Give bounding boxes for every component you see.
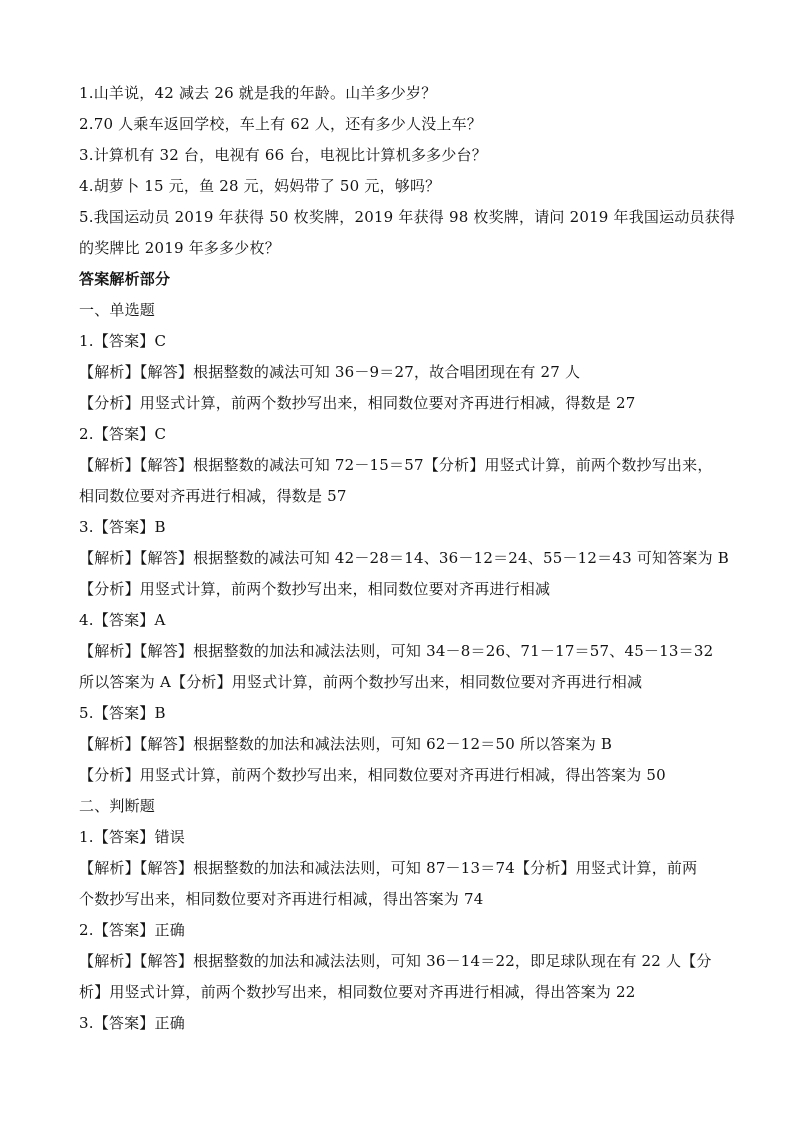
- explanation-line-continued: 析】用竖式计算，前两个数抄写出来，相同数位要对齐再进行相减，得出答案为 22: [79, 983, 636, 1001]
- answer-section-heading: 答案解析部分: [79, 270, 171, 288]
- answer-line: 1.【答案】C: [79, 332, 167, 350]
- section-heading-single-choice: 一、单选题: [79, 301, 156, 319]
- question-2: 2.70 人乘车返回学校，车上有 62 人，还有多少人没上车？: [79, 115, 482, 133]
- document-body: [79, 78, 736, 1039]
- analysis-line: 【分析】用竖式计算，前两个数抄写出来，相同数位要对齐再进行相减，得数是 27: [79, 394, 636, 412]
- analysis-line: 【分析】用竖式计算，前两个数抄写出来，相同数位要对齐再进行相减: [79, 580, 551, 598]
- answer-line: 5.【答案】B: [79, 704, 166, 722]
- section-heading-true-false: 二、判断题: [79, 797, 156, 815]
- question-4: 4.胡萝卜 15 元，鱼 28 元，妈妈带了 50 元，够吗？: [79, 177, 441, 195]
- question-5-continued: 的奖牌比 2019 年多多少枚？: [79, 239, 280, 257]
- explanation-line: 【解析】【解答】根据整数的减法可知 36－9＝27，故合唱团现在有 27 人: [79, 363, 581, 381]
- answer-line: 2.【答案】C: [79, 425, 167, 443]
- explanation-line-continued: 相同数位要对齐再进行相减，得数是 57: [79, 487, 347, 505]
- answer-line: 4.【答案】A: [79, 611, 166, 629]
- answer-line: 2.【答案】正确: [79, 921, 185, 939]
- answer-line: 3.【答案】B: [79, 518, 166, 536]
- question-3: 3.计算机有 32 台，电视有 66 台，电视比计算机多多少台？: [79, 146, 487, 164]
- analysis-line: 【分析】用竖式计算，前两个数抄写出来，相同数位要对齐再进行相减，得出答案为 50: [79, 766, 666, 784]
- explanation-line-continued: 个数抄写出来，相同数位要对齐再进行相减，得出答案为 74: [79, 890, 484, 908]
- answer-line: 3.【答案】正确: [79, 1014, 185, 1032]
- explanation-line-continued: 所以答案为 A【分析】用竖式计算，前两个数抄写出来，相同数位要对齐再进行相减: [79, 673, 643, 691]
- explanation-line: 【解析】【解答】根据整数的加法和减法法则，可知 87－13＝74【分析】用竖式计算，前两: [79, 859, 698, 877]
- question-1: 1.山羊说，42 减去 26 就是我的年龄。山羊多少岁？: [79, 84, 437, 102]
- explanation-line: 【解析】【解答】根据整数的加法和减法法则，可知 34－8＝26、71－17＝57、45－13＝32: [79, 642, 714, 660]
- answer-line: 1.【答案】错误: [79, 828, 185, 846]
- explanation-line: 【解析】【解答】根据整数的加法和减法法则，可知 62－12＝50 所以答案为 B: [79, 735, 613, 753]
- question-5: 5.我国运动员 2019 年获得 50 枚奖牌，2019 年获得 98 枚奖牌，请问 2019 年我国运动员获得: [79, 208, 736, 226]
- explanation-line: 【解析】【解答】根据整数的减法可知 72－15＝57【分析】用竖式计算，前两个数抄写出来，: [79, 456, 713, 474]
- explanation-line: 【解析】【解答】根据整数的加法和减法法则，可知 36－14＝22，即足球队现在有 22 人【分: [79, 952, 712, 970]
- explanation-line: 【解析】【解答】根据整数的减法可知 42－28＝14、36－12＝24、55－12＝43 可知答案为 B: [79, 549, 730, 567]
